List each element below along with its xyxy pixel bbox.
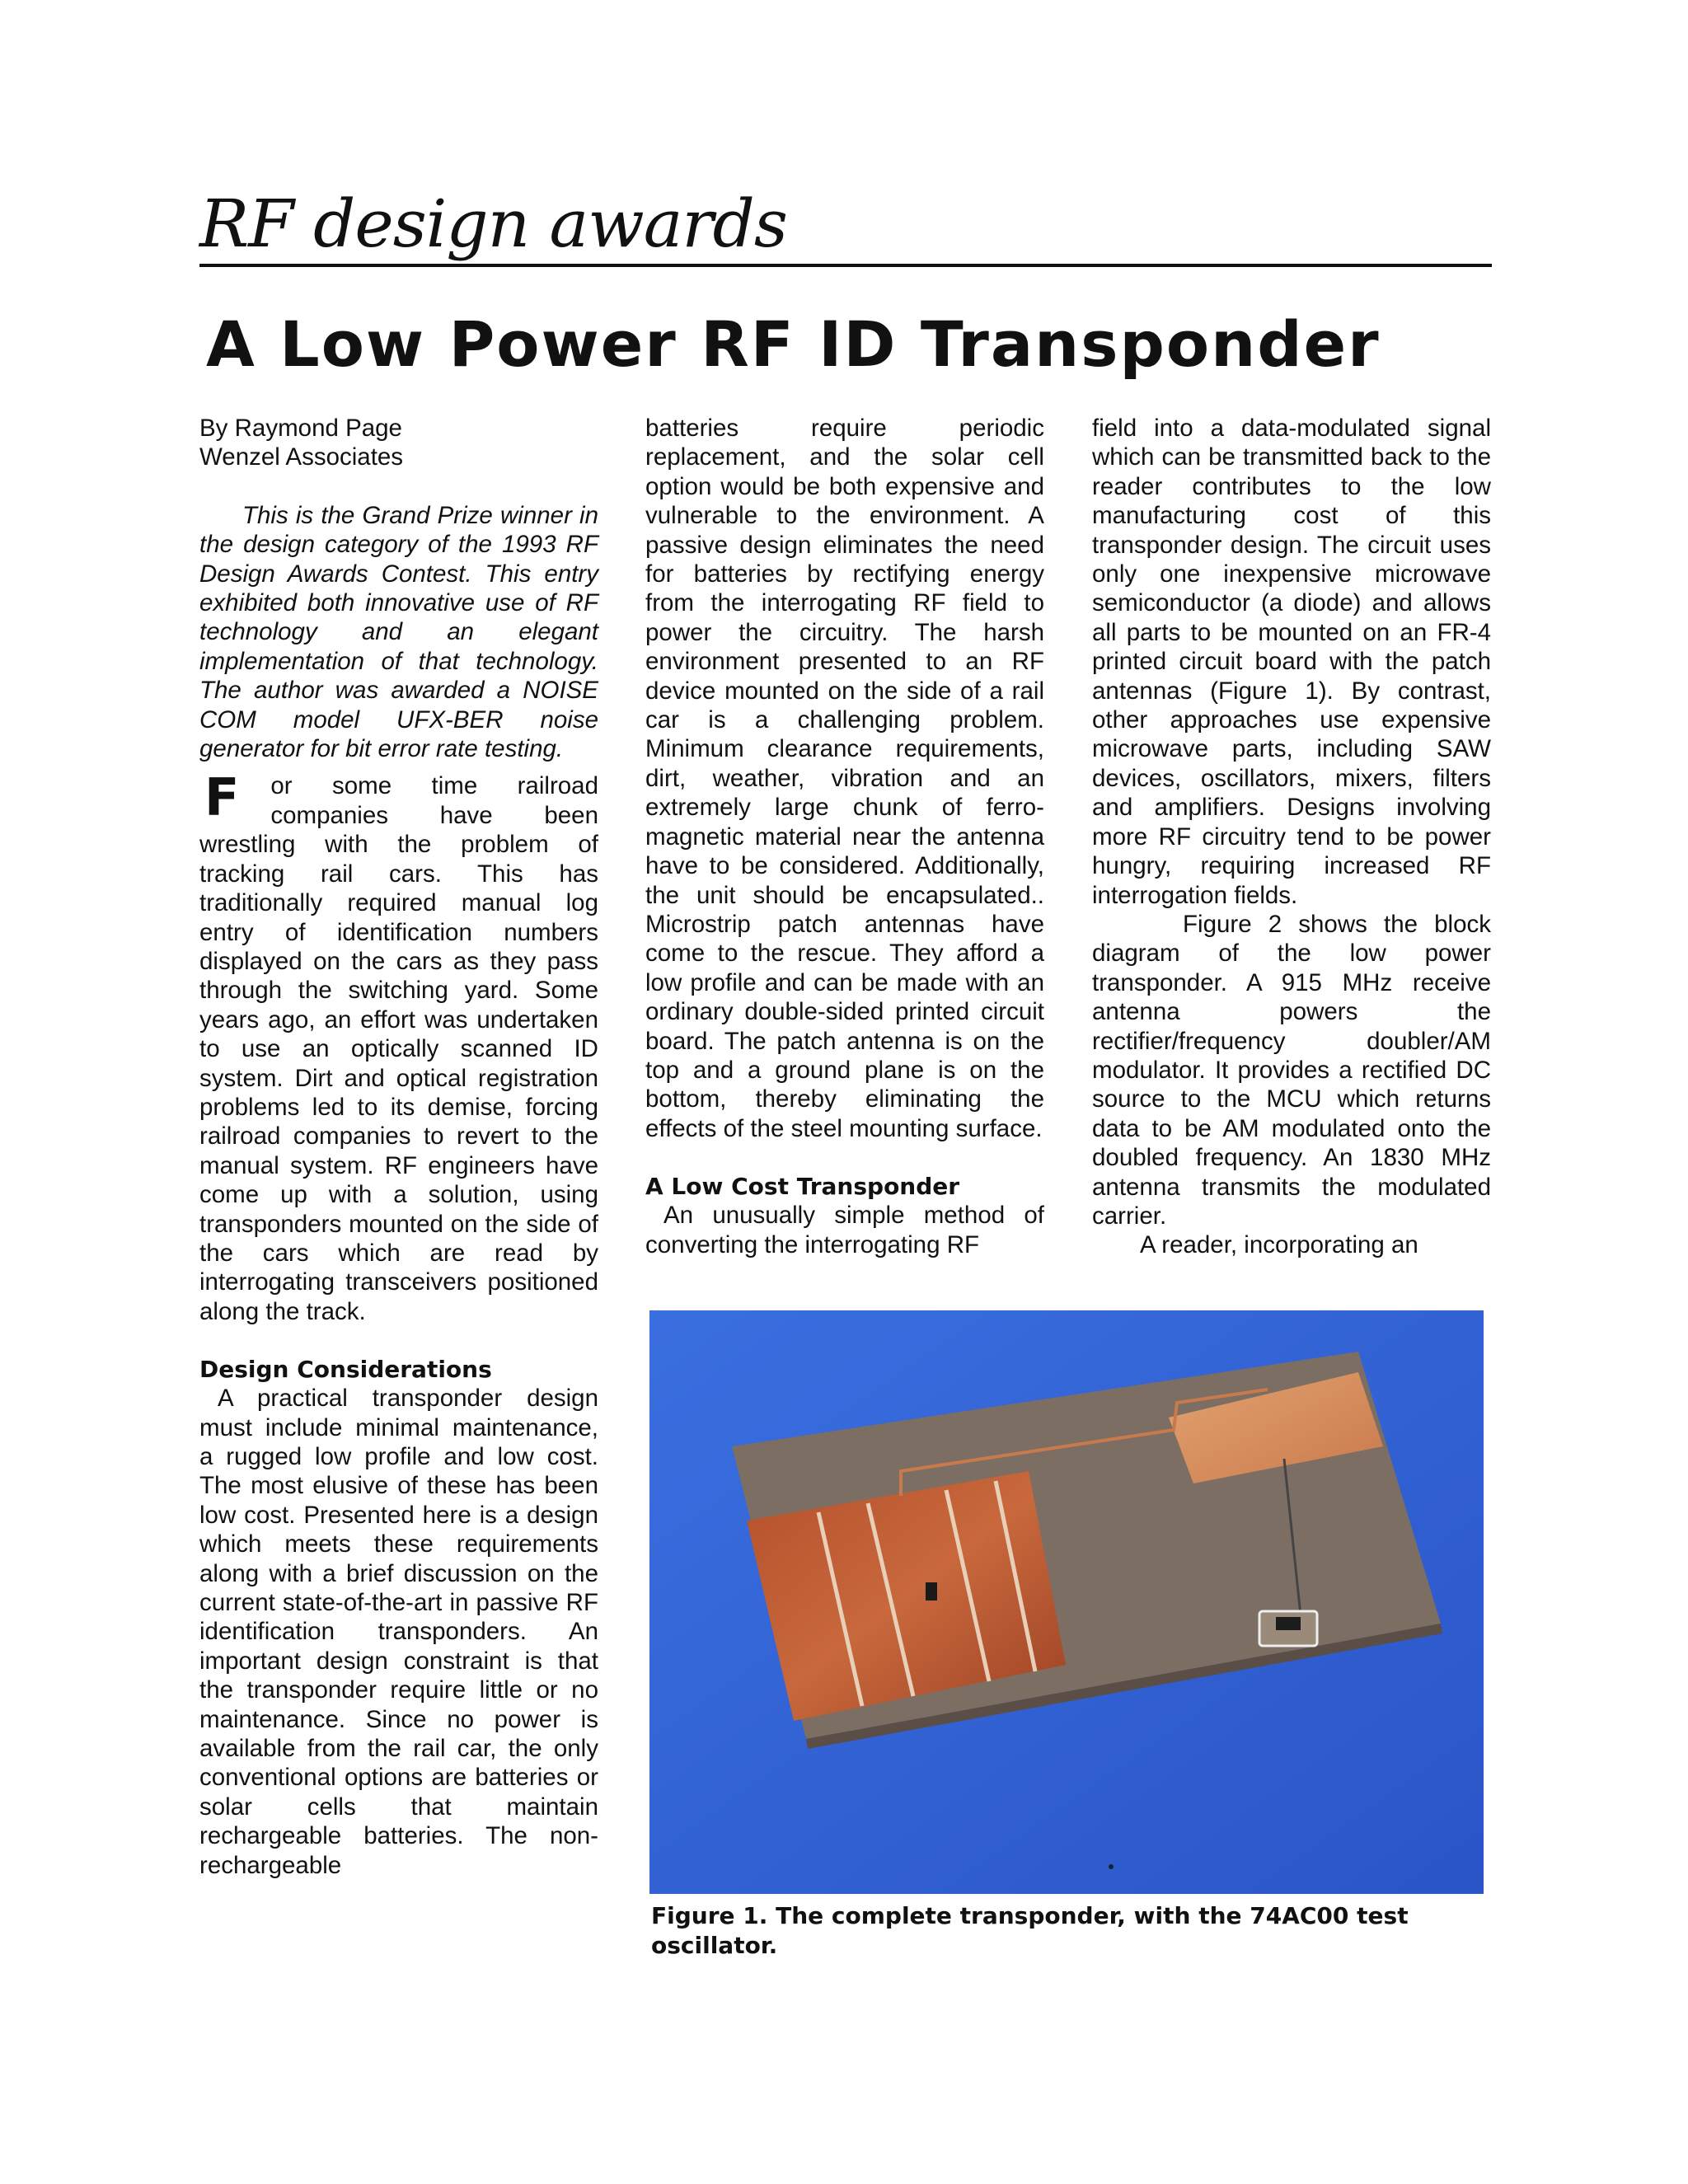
transponder-photo-illustration [649,1310,1484,1894]
first-paragraph [199,767,598,1326]
column-3 [1092,414,1491,1260]
column-2 [645,414,1044,1259]
paragraph-batteries: batteries require periodic replacement, and the solar cell option would be both expensive and vulnerable to the environment. A passive design eliminates the need for batteries by rectifying energy from the interrogating RF field to power the circuitry. The harsh environment presented to an RF device mounted on the side of a rail car is a challenging problem. Minimum clearance requirements, dirt, weather, vibration and an extremely large chunk of ferro-magnetic material near the antenna have to be considered. Additionally, the unit should be encapsulated.. Microstrip patch antennas have come to the rescue. They afford a low profile and can be made with an ordinary double-sided printed circuit board. The patch antenna is on the top and a ground plane is on the bottom, thereby eliminating the effects of the steel mounting surface. [645,415,1044,1142]
subhead-design-considerations: Design Considerations [199,1356,492,1384]
paragraph-block-diagram: Figure 2 shows the block diagram of the low power transponder. A 915 MHz receive antenna powers the rectifier/frequency doubler/AM modulator. It provides a rectified DC source to the MCU which returns data to be AM modulated onto the doubled frequency. An 1830 MHz antenna transmits the modulated carrier. [1092,910,1491,1230]
byline-affiliation: Wenzel Associates [199,443,404,471]
dust-speck [1109,1864,1114,1869]
figure-1-caption: Figure 1. The complete transponder, with the 74AC00 test oscillator. [651,1902,1409,1959]
section-title: RF design awards [199,185,787,262]
first-paragraph-text: or some time railroad companies have been wrestling with the problem of tracking rail cars. This has traditionally required manual log entry of identification numbers displayed on the cars as they pass through the switching yard. Some years ago, an effort was undertaken to use an optically scanned ID system. Dirt and optical registration problems led to its demise, forcing railroad companies to revert to the manual system. RF engineers have come up with a solution, using transponders mounted on the side of the cars which are read by interrogating transceivers positioned along the track. [199,772,598,1325]
article-title: A Low Power RF ID Transponder [206,307,1381,381]
section-header [199,185,1492,267]
byline-author: By Raymond Page [199,415,402,442]
paragraph-reader: A reader, incorporating an [1140,1231,1418,1259]
paragraph-data-modulated: field into a data-modulated signal which can be transmitted back to the reader contributes to the low manufacturing cost of this transponder design. The circuit uses only one inexpensive microwave semiconductor (a diode) and allows all parts to be mounted on an FR-4 printed circuit board with the patch antennas (Figure 1). By contrast, other approaches use expensive microwave parts, including SAW devices, oscillators, mixers, filters and amplifiers. Designs involving more RF circuitry tend to be power hungry, requiring increased RF interrogation fields. [1092,415,1491,909]
drop-cap: F [204,767,240,828]
paragraph-design-considerations: A practical transponder design must include minimal maintenance, a rugged low profile and low cost. The most elusive of these has been low cost. Presented here is a design which meets these requirements along with a brief discussion on the current state-of-the-art in passive RF identification transponders. An important design constraint is that the transponder require little or no maintenance. Since no power is available from the rail car, the only conventional options are batteries or solar cells that maintain rechargeable batteries. The non-rechargeable [199,1385,598,1879]
intro-paragraph: This is the Grand Prize winner in the design category of the 1993 RF Design Awards Contest. This entry exhibited both innovative use of RF technology and an elegant implementation of that technology. The author was awarded a NOISE COM model UFX-BER noise generator for bit error rate testing. [199,501,598,763]
paragraph-low-cost: An unusually simple method of converting the interrogating RF [645,1202,1044,1258]
subhead-low-cost-transponder: A Low Cost Transponder [645,1173,960,1201]
diode-component [926,1582,937,1601]
oscillator-chip [1276,1617,1301,1630]
figure-1-photo [649,1310,1484,1894]
column-1 [199,414,598,1880]
